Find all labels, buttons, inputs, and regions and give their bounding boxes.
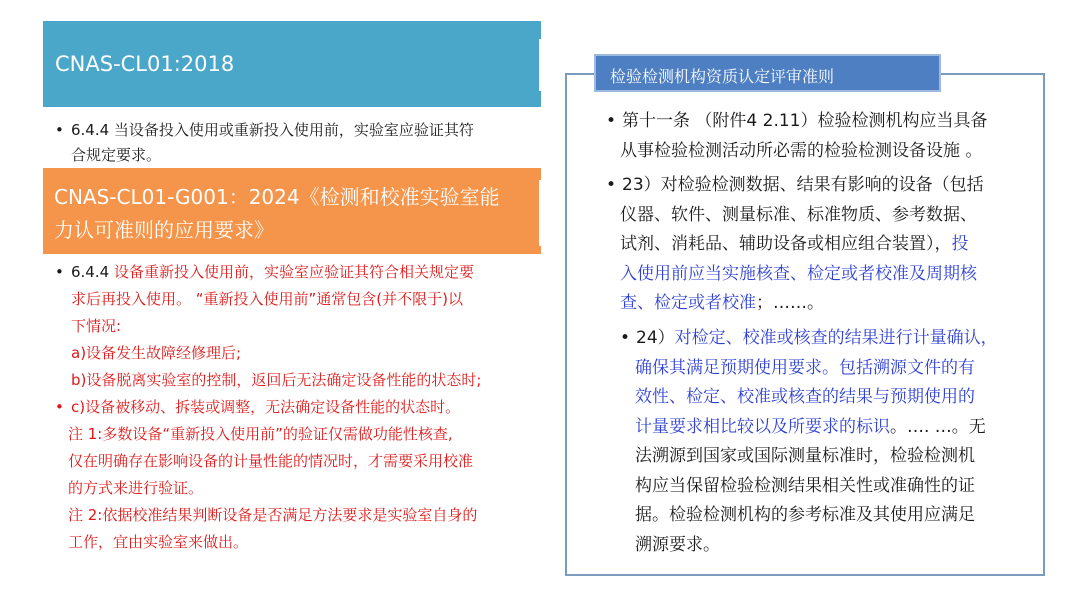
criteria-title: 检验检测机构资质认定评审准则 xyxy=(594,54,941,92)
banner-title: CNAS-CL01:2018 xyxy=(55,52,235,76)
standard-banner-cl01 xyxy=(43,21,541,107)
bullet: • xyxy=(55,121,64,139)
standard-banner-g001: CNAS-CL01-G001：2024《检测和校准实验室能 力认可准则的应用要求》 xyxy=(43,168,541,254)
